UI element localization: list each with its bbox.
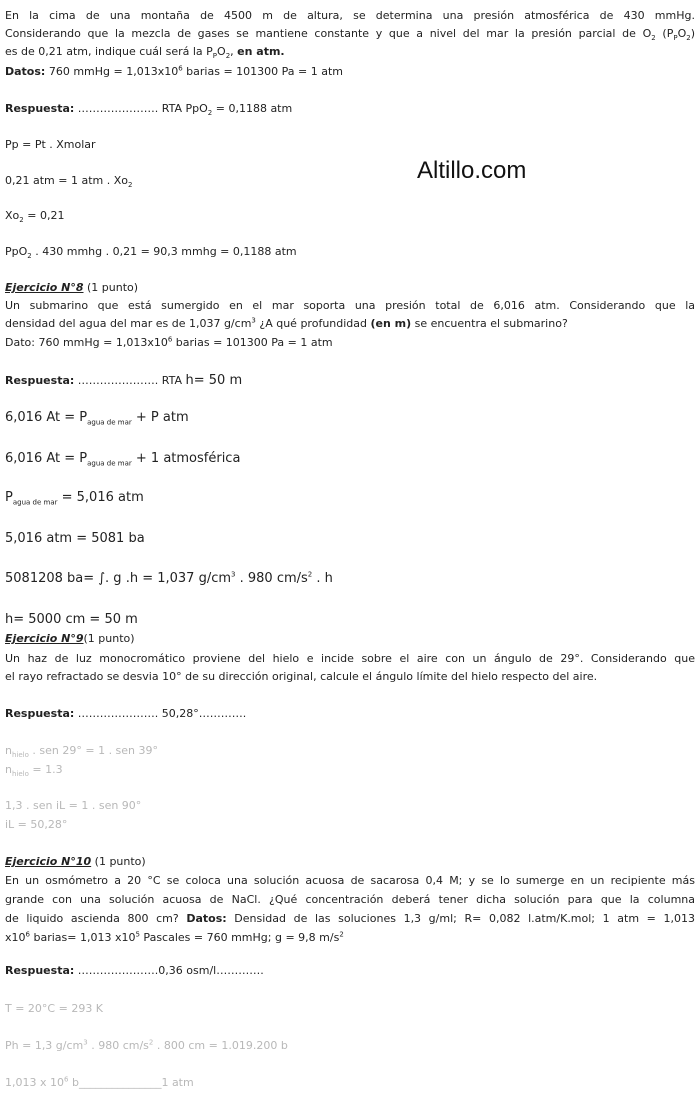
text-segment: Xo [5, 209, 20, 222]
superscript: 3 [231, 570, 236, 579]
answer-label: Respuesta: [5, 964, 75, 977]
superscript: 3 [251, 316, 256, 325]
exercise-10-heading [5, 853, 695, 871]
text-segment: ¿A qué profundidad [255, 317, 371, 330]
exercise-8-work-1 [5, 409, 695, 427]
problem-7-work-3 [5, 207, 695, 225]
text-segment: P [5, 490, 13, 505]
exercise-8-work-6: h= 5000 cm = 50 m [5, 612, 138, 627]
text-segment: + 1 atmosférica [131, 451, 241, 466]
text-segment: = 5,016 atm [57, 490, 144, 505]
superscript: 6 [25, 930, 30, 939]
text-segment: . 980 cm/s [235, 571, 308, 586]
exercise-9-line-1: Un haz de luz monocromático proviene del hielo e incide sobre el aire con un ángulo de 29°. Considerando que [5, 652, 695, 665]
exercise-8-line-1: Un submarino que está sumergido en el mar soporta una presión total de 6,016 atm. Considerando que la [5, 299, 695, 312]
text-segment: O [217, 45, 226, 58]
exercise-10-work-3 [5, 1074, 695, 1092]
text-segment: 1,013 x 10 [5, 1076, 64, 1089]
superscript: 6 [64, 1075, 69, 1084]
text-segment: . 980 cm/s [87, 1039, 149, 1052]
exercise-10-work-1: T = 20°C = 293 K [5, 1002, 104, 1015]
points-label: (1 punto) [83, 281, 139, 294]
answer-label: Respuesta: [5, 707, 75, 720]
text-segment: ………………….0,36 osm/l…………. [74, 964, 264, 977]
subscript: 2 [686, 34, 691, 43]
datos-label: Datos: [186, 912, 227, 925]
text-segment: …………………. 50,28°…………. [74, 707, 247, 720]
subscript: hielo [11, 770, 29, 779]
answer-label: Respuesta: [5, 374, 75, 387]
subscript: agua de mar [12, 498, 58, 507]
text-segment: PpO [5, 245, 28, 258]
subscript: 2 [19, 216, 24, 225]
subscript: hielo [11, 751, 29, 760]
exercise-9-work-4: iL = 50,28° [5, 818, 68, 831]
exercise-8-heading [5, 279, 695, 297]
problem-7-line-1: En la cima de una montaña de 4500 m de altura, se determina una presión atmosférica de 430 mmHg. [5, 9, 695, 22]
text-segment: densidad del agua del mar es de 1,037 g/cm [5, 317, 252, 330]
text-segment: . 800 cm = 1.019.200 b [153, 1039, 288, 1052]
text-segment: . sen 29° = 1 . sen 39° [28, 744, 159, 757]
exercise-8-work-2 [5, 450, 695, 468]
text-segment: barias = 101300 Pa = 1 atm [182, 65, 344, 78]
exercise-8-work-4: 5,016 atm = 5081 ba [5, 531, 145, 546]
subscript: 2 [128, 181, 133, 190]
exercise-8-work-5 [5, 570, 695, 588]
text-segment: 0,21 atm = 1 atm . Xo [5, 174, 128, 187]
watermark-text: Altillo.com [417, 157, 527, 184]
problem-7-work-2 [5, 172, 695, 190]
problem-7-answer [5, 100, 695, 118]
text-segment: + P atm [131, 410, 189, 425]
exercise-8-answer [5, 372, 695, 390]
exercise-9-work-2 [5, 761, 695, 779]
text-segment: O [677, 27, 687, 40]
text-segment: 760 mmHg = 1,013x10 [45, 65, 179, 78]
text-segment: Pascales = 760 mmHg; g = 9,8 m/s [139, 931, 340, 944]
problem-7-line-2 [5, 25, 695, 43]
text-segment: 6,016 At = P [5, 410, 88, 425]
text-segment: Dato: 760 mmHg = 1,013x10 [5, 336, 168, 349]
text-segment: Densidad de las soluciones 1,3 g/ml; R= 0,082 l.atm/K.mol; 1 atm = 1,013 [226, 912, 695, 925]
text-segment: Considerando que la mezcla de gases se mantiene constante y que a nivel del mar la presión parcial de O [5, 27, 652, 40]
superscript: 3 [83, 1038, 88, 1047]
subscript: 2 [207, 109, 213, 118]
exercise-10-line-2: grande con una solución acuosa de NaCl. ¿Qué concentración deberá tener dicha solución para que la columna [5, 893, 695, 906]
text-segment: n [5, 763, 12, 776]
text-segment: x10 [5, 931, 26, 944]
superscript: 2 [148, 1038, 154, 1047]
exercise-title: Ejercicio N°8 [5, 281, 84, 294]
text-segment: b_______________1 atm [68, 1076, 194, 1089]
text-segment: se encuentra el submarino? [411, 317, 568, 330]
exercise-10-answer [5, 962, 695, 980]
text-segment: = 0,21 [23, 209, 65, 222]
subscript: 2 [651, 34, 656, 43]
subscript: agua de mar [87, 418, 132, 427]
exercise-9-answer [5, 705, 695, 723]
exercise-8-line-2 [5, 315, 695, 333]
problem-7-work-1: Pp = Pt . Xmolar [5, 138, 96, 151]
exercise-10-line-3 [5, 910, 695, 928]
exercise-9-heading [5, 630, 695, 648]
text-segment: . 430 mmhg . 0,21 = 90,3 mmhg = 0,1188 atm [31, 245, 297, 258]
text-segment: n [5, 744, 12, 757]
answer-value: h= 50 m [185, 373, 243, 388]
exercise-9-line-2: el rayo refractado se desvia 10° de su dirección original, calcule el ángulo límite del hielo respecto del aire. [5, 670, 598, 683]
exercise-10-line-4 [5, 929, 695, 947]
points-label: (1 punto) [91, 855, 146, 868]
text-segment: Ph = 1,3 g/cm [5, 1039, 84, 1052]
bold-text: (en m) [370, 317, 412, 330]
exercise-8-work-3 [5, 489, 695, 507]
text-segment: ) [690, 27, 695, 40]
problem-7-work-4 [5, 243, 695, 261]
text-segment: (P [655, 27, 674, 40]
bold-text: en atm. [237, 45, 285, 58]
text-segment: …………………. RTA [74, 374, 186, 387]
points-label: (1 punto) [83, 632, 135, 645]
superscript: 5 [135, 930, 140, 939]
exercise-title: Ejercicio N°9 [5, 632, 84, 645]
superscript: 6 [178, 64, 183, 73]
subscript: 2 [225, 52, 231, 61]
problem-7-datos [5, 63, 695, 81]
text-segment: …………………. RTA PpO [74, 102, 208, 115]
text-segment: . h [312, 571, 333, 586]
text-segment: barias= 1,013 x10 [29, 931, 136, 944]
exercise-title: Ejercicio N°10 [5, 855, 92, 868]
subscript: agua de mar [87, 459, 132, 468]
superscript: 6 [167, 335, 173, 344]
subscript: P [673, 34, 678, 43]
text-segment: 6,016 At = P [5, 451, 88, 466]
text-segment: de liquido ascienda 800 cm? [5, 912, 187, 925]
exercise-10-work-2 [5, 1037, 695, 1055]
text-segment: , [230, 45, 238, 58]
exercise-8-datos [5, 334, 695, 352]
text-segment: barias = 101300 Pa = 1 atm [172, 336, 333, 349]
text-segment: es de 0,21 atm, indique cuál será la P [5, 45, 213, 58]
text-segment: = 1.3 [28, 763, 63, 776]
problem-7-line-3 [5, 43, 695, 61]
exercise-9-work-3: 1,3 . sen iL = 1 . sen 90° [5, 799, 142, 812]
datos-label: Datos: [5, 65, 46, 78]
superscript: 2 [307, 570, 313, 579]
exercise-9-work-1 [5, 742, 695, 760]
answer-label: Respuesta: [5, 102, 75, 115]
text-segment: 5081208 ba= ∫. g .h = 1,037 g/cm [5, 571, 232, 586]
superscript: 2 [339, 930, 344, 939]
subscript: P [212, 52, 218, 61]
exercise-10-line-1: En un osmómetro a 20 °C se coloca una solución acuosa de sacarosa 0,4 M; y se lo sumerge en un recipiente más [5, 874, 695, 887]
text-segment: = 0,1188 atm [212, 102, 293, 115]
subscript: 2 [27, 252, 32, 261]
